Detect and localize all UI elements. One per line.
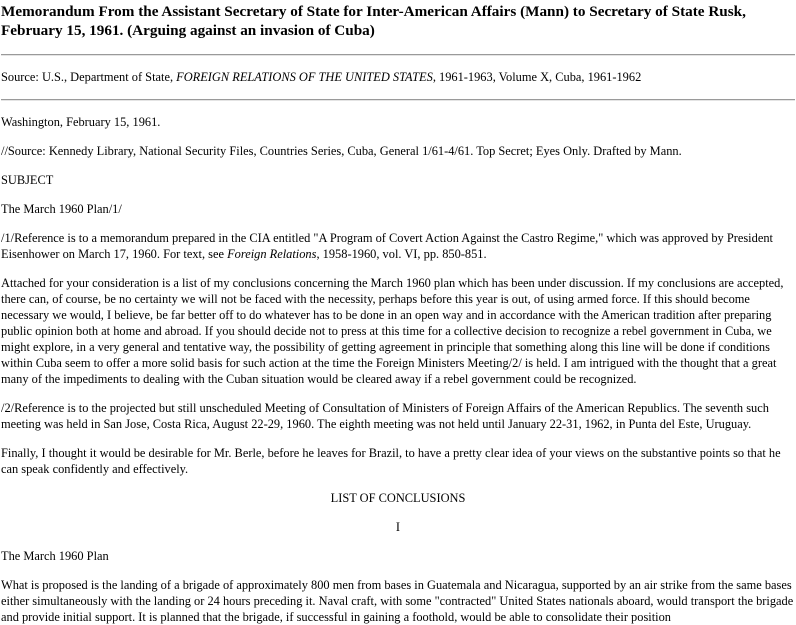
source-prefix: Source: U.S., Department of State, bbox=[1, 70, 177, 84]
footnote-1-prefix: /1/Reference is to a memorandum prepared in the CIA entitled "A Program of Covert Action Against the Castro Regime," which was approved by President Eisenhower on March 17, 1960. For text, see bbox=[1, 231, 773, 261]
body-paragraph-1: Attached for your consideration is a list of my conclusions concerning the March 1960 plan which has been under discussion. If my conclusions are accepted, there can, of course, be no certainty we will not be faced with the necessity, perhaps before this year is out, of using armed force. If this should become necessary we would, I believe, be far better off to do whatever has to be done in an open way and in accordance with the American tradition after preparing public opinion both at home and abroad. If you should decide not to press at this time for a collective decision to recognize a rebel government in Cuba, we might explore, in a very general and tentative way, the possibility of getting agreement in principle that something along this line will be done if conditions within Cuba seem to offer a more solid basis for such action at the time the Foreign Ministers Meeting/2/ is held. I am intrigued with the thought that a great many of the impediments to dealing with the Cuban situation would be cleared away if a rebel government could be recognized. bbox=[1, 276, 784, 386]
top-divider bbox=[1, 54, 795, 56]
subject-label: SUBJECT bbox=[1, 173, 54, 187]
footnote-1-suffix: , 1958-1960, vol. VI, pp. 850-851. bbox=[316, 247, 487, 261]
section-numeral: I bbox=[395, 520, 401, 534]
footnote-1-italic: Foreign Relations bbox=[227, 247, 317, 261]
body-paragraph-2: Finally, I thought it would be desirable for Mr. Berle, before he leaves for Brazil, to have a pretty clear idea of your views on the substantive points so that he can speak confidently and effectively. bbox=[1, 446, 781, 476]
dateline: Washington, February 15, 1961. bbox=[1, 115, 161, 129]
source-citation bbox=[1, 69, 795, 85]
source-note: //Source: Kennedy Library, National Security Files, Countries Series, Cuba, General 1/61-4/61. Top Secret; Eyes Only. Drafted by Mann. bbox=[1, 144, 682, 158]
footnote-1 bbox=[1, 230, 795, 262]
source-divider bbox=[1, 99, 795, 101]
footnote-2: /2/Reference is to the projected but still unscheduled Meeting of Consultation of Ministers of Foreign Affairs of the American Republics. The seventh such meeting was held in San Jose, Costa Rica, August 22-29, 1960. The eighth meeting was not held until January 22-31, 1962, in Punta del Este, Uruguay. bbox=[1, 401, 769, 431]
source-publication: FOREIGN RELATIONS OF THE UNITED STATES bbox=[176, 70, 433, 84]
document-title: Memorandum From the Assistant Secretary of State for Inter-American Affairs (Mann) to Secretary of State Rusk, February 15, 1961. (Arguing against an invasion of Cuba) bbox=[1, 3, 746, 39]
subject-line: The March 1960 Plan/1/ bbox=[1, 202, 122, 216]
section-title: The March 1960 Plan bbox=[1, 549, 109, 563]
conclusions-heading: LIST OF CONCLUSIONS bbox=[330, 491, 466, 505]
source-suffix: , 1961-1963, Volume X, Cuba, 1961-1962 bbox=[432, 70, 642, 84]
body-paragraph-3: What is proposed is the landing of a brigade of approximately 800 men from bases in Guatemala and Nicaragua, supported by an air strike from the same bases either simultaneously with the landing or 24 hours preceding it. Naval craft, with some "contracted" United States nationals aboard, would transport the brigade and provide initial support. It is planned that the brigade, if successful in gaining a foothold, would be able to consolidate their position bbox=[1, 578, 794, 624]
memorandum-page bbox=[0, 2, 795, 625]
